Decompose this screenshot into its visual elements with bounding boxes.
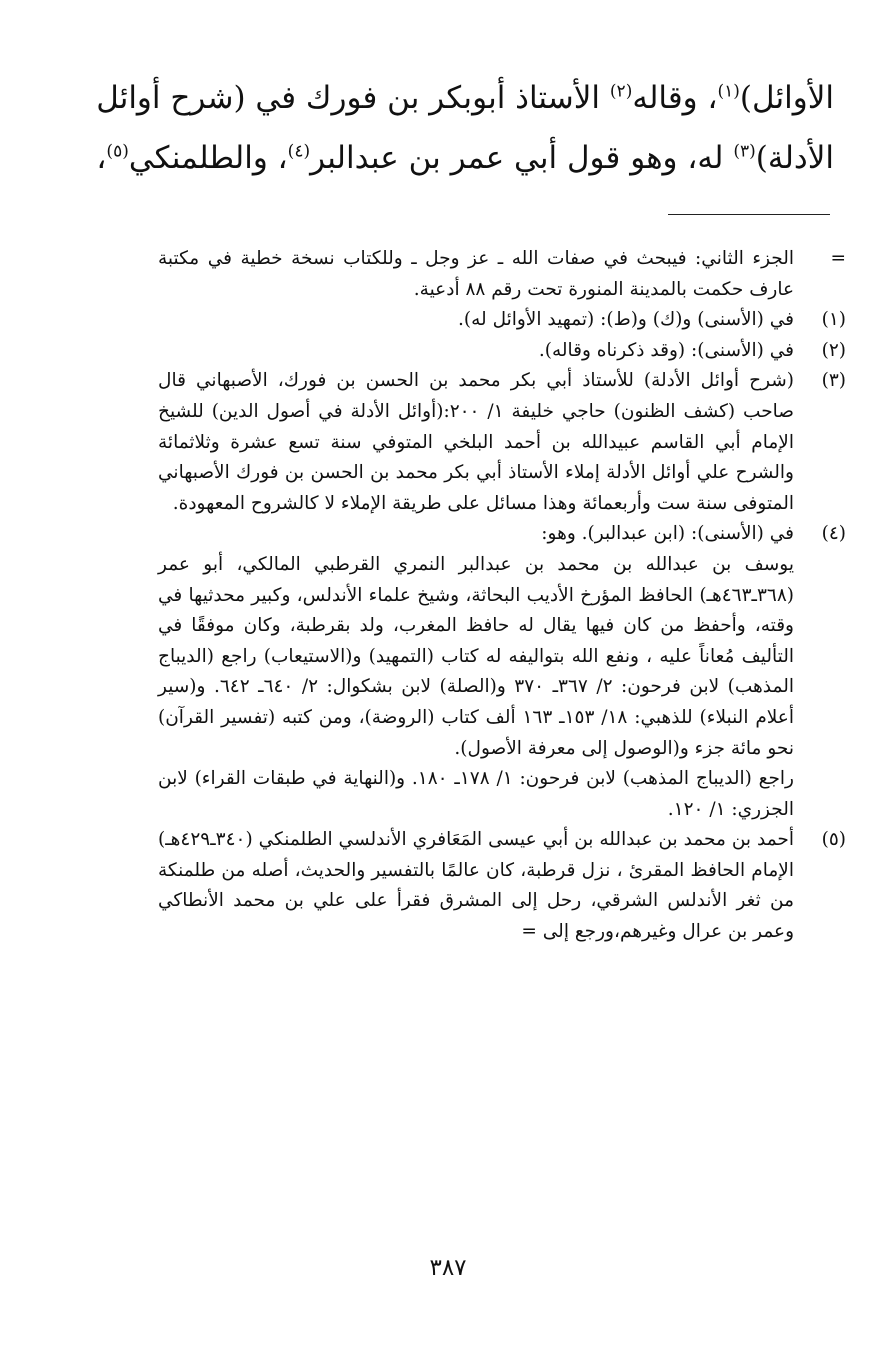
main-text-segment: ، وقاله — [632, 80, 718, 116]
footnote-5 — [158, 825, 846, 947]
main-text-line — [96, 128, 834, 188]
footnote-paragraph: أحمد بن محمد بن عبدالله بن أبي عيسى المَعَافري الأندلسي الطلمنكي (٣٤٠ـ٤٢٩هـ) الإمام الحافظ المقرئ ، نزل قرطبة، كان عالمًا بالتفسير والحديث، أصله من طلمنكة من ثغر الأندلس الشرقي، رحل إلى المشرق فقرأ على علي بن محمد الأنطاكي وعمر بن عرال وغيرهم،ورجع إلى = — [158, 829, 794, 943]
footnote-body — [158, 305, 794, 336]
main-text — [96, 68, 834, 188]
footnote-body — [158, 336, 794, 367]
main-text-segment: ، والطلمنكي — [128, 140, 288, 176]
main-text-line — [96, 68, 834, 128]
footnote-paragraph: يوسف بن عبدالله بن محمد بن عبدالبر النمري القرطبي المالكي، أبو عمر (٣٦٨ـ٤٦٣هـ) الحافظ المؤرخ الأديب البحاثة، وشيخ علماء الأندلس، وكبير محدثيها في وقته، وأحفظ من كان فيها يقال له حافظ المغرب، ولد بقرطبة، وكان موفقًا في التأليف مُعاناً عليه ، ونفع الله بتواليفه له كتاب (التمهيد) و(الاستيعاب) راجع (الديباج المذهب) لابن فرحون: ٢/ ٣٦٧ـ ٣٧٠ و(الصلة) لابن بشكوال: ٢/ ٦٤٠ـ ٦٤٢. و(سير أعلام النبلاء) للذهبي: ١٨/ ١٥٣ـ ١٦٣ ألف كتاب (الروضة)، ومن كتبه (تفسير القرآن) نحو مائة جزء و(الوصول إلى معرفة الأصول). — [158, 553, 794, 759]
footnote-marker: (٢) — [821, 339, 846, 361]
footnote-marker: (٥) — [821, 829, 846, 851]
page-number: ٣٨٧ — [429, 1255, 467, 1281]
footnote-2 — [158, 336, 846, 367]
footnote-paragraph: في (الأسنى) و(ك) و(ط): (تمهيد الأوائل له). — [458, 309, 794, 331]
main-text-segment: له، وهو قول أبي عمر بن عبدالبر — [310, 140, 734, 176]
main-text-segment: الأوائل) — [739, 80, 834, 116]
footnote-ref-3[interactable]: (٣) — [733, 141, 756, 162]
footnote-marker: (٤) — [821, 523, 846, 545]
footnote-marker: (١) — [821, 309, 846, 331]
footnote-ref-1[interactable]: (١) — [717, 81, 740, 102]
main-text-segment: الأستاذ أبوبكر بن فورك في (شرح أوائل — [96, 80, 610, 116]
footnote-body — [158, 244, 794, 305]
footnote-ref-5[interactable]: (٥) — [106, 141, 129, 162]
footnote-paragraph: (شرح أوائل الأدلة) للأستاذ أبي بكر محمد بن الحسن بن فورك، الأصبهاني قال صاحب (كشف الظنون) حاجي خليفة ١/ ٢٠٠:(أوائل الأدلة في أصول الدين) للشيخ الإمام أبي القاسم عبيدالله بن أحمد البلخي المتوفي سنة تسع عشرة وثلاثمائة والشرح علي أوائل الأدلة إملاء الأستاذ أبي بكر محمد بن الحسن بن فورك الأصبهاني المتوفى سنة ست وأربعمائة وهذا مسائل على طريقة الإملاء لا كالشروح المعهودة. — [158, 370, 794, 514]
footnote-continuation — [158, 244, 846, 305]
footnote-body — [158, 366, 794, 519]
footnote-ref-2[interactable]: (٢) — [609, 81, 633, 102]
footnote-3 — [158, 366, 846, 519]
main-text-segment: الأدلة) — [755, 140, 834, 176]
footnote-1 — [158, 305, 846, 336]
footnote-ref-4[interactable]: (٤) — [287, 141, 311, 162]
footnote-paragraph: في (الأسنى): (ابن عبدالبر). وهو: — [541, 523, 794, 545]
footnote-paragraph: الجزء الثاني: فيبحث في صفات الله ـ عز وجل ـ وللكتاب نسخة خطية في مكتبة عارف حكمت بالمدينة المنورة تحت رقم ٨٨ أدعية. — [158, 248, 794, 300]
footnote-separator — [668, 214, 830, 215]
footnote-4 — [158, 519, 846, 825]
footnote-body — [158, 519, 794, 825]
footnote-paragraph: في (الأسنى): (وقد ذكرناه وقاله). — [538, 339, 794, 361]
footnote-marker: = — [830, 248, 846, 269]
footnotes — [158, 244, 846, 948]
footnote-paragraph: راجع (الديباج المذهب) لابن فرحون: ١/ ١٧٨ـ ١٨٠. و(النهاية في طبقات القراء) لابن الجزري: ١/ ١٢٠. — [158, 768, 794, 820]
main-text-segment: ، — [96, 140, 107, 176]
footnote-body — [158, 825, 794, 947]
footnote-marker: (٣) — [821, 370, 846, 392]
